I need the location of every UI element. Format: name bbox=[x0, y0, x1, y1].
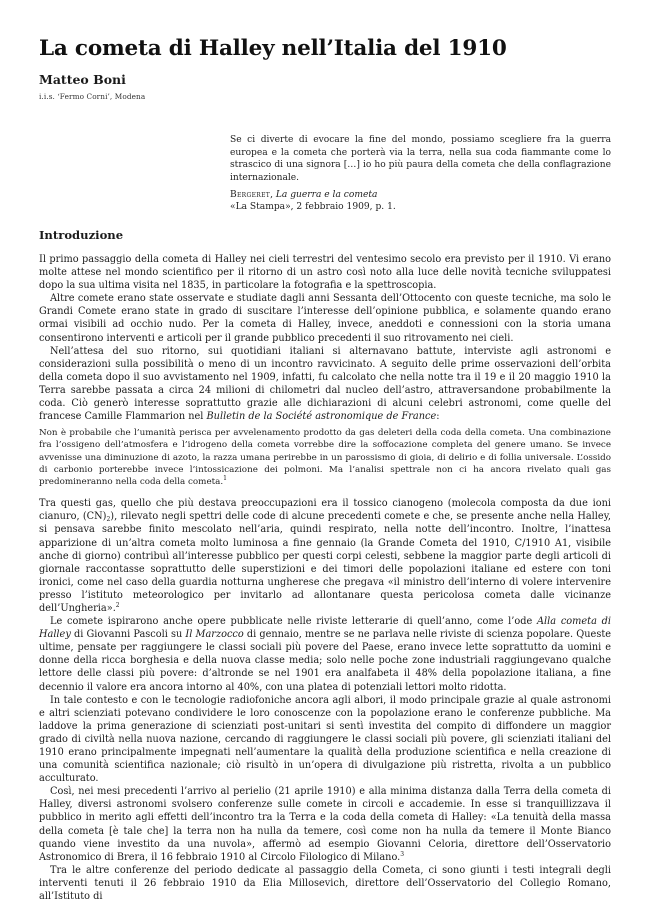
epigraph-work: La guerra e la cometa bbox=[275, 190, 378, 201]
epigraph-source: «La Stampa», 2 febbraio 1909, p. 1. bbox=[230, 202, 396, 213]
epigraph-quote: Se ci diverte di evocare la fine del mondo, possiamo scegliere fra la guerra europea e la cometa che porterà via la terra, nella sua coda fiammante come lo strascico di una signora […] io ho più paura della cometa che della conflagrazione internazionale. bbox=[230, 135, 611, 183]
paragraph-2: Altre comete erano state osservate e studiate dagli anni Sessanta dell’Ottocento con queste tecniche, ma solo le Grandi Comete erano state in grado di suscitare l’interesse dell’opinione pubblica, e solamente quando erano ormai visibili ad occhio nudo. Per la cometa di Halley, invece, aneddoti e connessioni con la storia umana consentirono interventi e articoli per il grande pubblico precedenti il suo ritrovamento nei cieli. bbox=[39, 293, 611, 344]
epigraph-attribution bbox=[230, 189, 611, 213]
article-body bbox=[39, 253, 611, 903]
paragraph-3-text: Nell’attesa del suo ritorno, sui quotidiani italiani si alternavano battute, interviste agli astronomi e considerazioni sulla possibilità o meno di un incontro ravvicinato. A seguito delle prime osservazioni dell’orbita della cometa dopo il suo avvistamento nel 1909, infatti, fu calcolato che nella notte tra il 19 e il 20 maggio 1910 la Terra sarebbe passata a circa 24 milioni di chilometri dal nucleo dell’astro, attraversandone probabilmente la coda. Ciò generò interesse soprattutto grazie alle dichiarazioni di alcuni celebri astronomi, come quelle del francese Camille Flammarion nel bbox=[39, 345, 611, 423]
footnote-ref-2[interactable]: 2 bbox=[115, 601, 120, 609]
journal-title: Bulletin de la Société astronomique de France bbox=[206, 411, 437, 423]
subscript: 2 bbox=[106, 516, 111, 524]
epigraph-separator: , bbox=[270, 190, 276, 201]
epigraph bbox=[230, 134, 611, 213]
paragraph-7 bbox=[39, 785, 611, 864]
paragraph-5 bbox=[39, 615, 611, 694]
block-quote bbox=[39, 427, 611, 488]
paragraph-1: Il primo passaggio della cometa di Halley nei cieli terrestri del ventesimo secolo era previsto per il 1910. Vi erano molte attese nel mondo scientifico per il ritorno di un astro così noto alla luce delle novità tecniche sviluppatesi dopo la sua ultima visita nel 1835, in particolare la fotografia e la spettroscopia. bbox=[39, 254, 611, 292]
block-quote-text: Non è probabile che l’umanità perisca per avvelenamento prodotto da gas deleteri della coda della cometa. Una combinazione fra l’ossigeno dell’atmosfera e l’idrogeno della cometa vorrebbe dire la soffocazione completa del genere umano. Se invece avvenisse una diminuzione di azoto, la razza umana perirebbe in un parossismo di gioia, di delirio e di follia universale. L’ossido di carbonio porterebbe invece l’intossicazione dei polmoni. Ma l’analisi spettrale non ci ha ancora rivelato quali gas predomineranno nella coda della cometa. bbox=[39, 428, 611, 488]
paragraph-3-end: : bbox=[436, 411, 440, 423]
paragraph-8: Tra le altre conferenze del periodo dedicate al passaggio della Cometa, ci sono giunti i testi integrali degli interventi tenuti il 26 febbraio 1910 da Elia Millosevich, direttore dell’Osservatorio del Collegio Romano, all’Istituto di bbox=[39, 864, 611, 903]
paragraph-7-text: Così, nei mesi precedenti l’arrivo al perielio (21 aprile 1910) e alla minima distanza dalla Terra della cometa di Halley, diversi astronomi svolsero conferenze sulle comete in circoli e accademie. In esse si tranquillizzava il pubblico in merito agli effetti dell’incontro tra la Terra e la coda della cometa di Halley: «La tenuità della massa della cometa [è tale che] la terra non ha nulla da temere, così come non ha nulla da temere il Monte Bianco quando viene investito da una nuvola», affermò ad esempio Giovanni Celoria, direttore dell’Osservatorio Astronomico di Brera, il 16 febbraio 1910 al Circolo Filologico di Milano. bbox=[39, 786, 611, 863]
paragraph-5-text-b: di Giovanni Pascoli su bbox=[70, 629, 186, 641]
author-name: Matteo Boni bbox=[39, 72, 126, 87]
paragraph-4 bbox=[39, 497, 611, 615]
paragraph-4-text-b: ), rilevato negli spettri delle code di alcune precedenti comete e che, se presente anche nella Halley, si pensava sarebbe finito mescolato nell’aria, quindi respirato, nella notte dell’incontro. Inoltre, l’inattesa apparizione di un’altra cometa molto luminosa a fine gennaio (la Grande Cometa del 1910, C/1910 A1, visibile anche di giorno) contribuì all’interesse pubblico per questi corpi celesti, sebbene la maggior parte degli articoli di giornale raccontasse soprattutto delle superstizioni e dei timori delle popolazioni italiane ed estere con toni ironici, come nel caso della guardia notturna ungherese che pregava «il ministro dell’interno di volere intervenire presso l’istituto meteorologico per invitarlo ad allontanare questa pericolosa cometa dalle vicinanze dell’Ungheria». bbox=[39, 511, 612, 614]
paragraph-3 bbox=[39, 345, 611, 424]
section-heading: Introduzione bbox=[39, 228, 124, 242]
paragraph-4-text-a: Tra questi gas, quello che più destava preoccupazioni era il tossico cianogeno (molecola composta da due ioni cianuro, (CN) bbox=[39, 498, 611, 523]
author-affiliation: i.i.s. ‘Fermo Corni’, Modena bbox=[39, 92, 146, 101]
paragraph-6: In tale contesto e con le tecnologie radiofoniche ancora agli albori, il modo principale grazie al quale astronomi e altri scienziati potevano condividere le loro conoscenze con la popolazione erano le conferenze pubbliche. Ma laddove la prima generazione di scienziati post-unitari si sentì investita del compito di diffondere un maggior grado di civiltà nella nuova nazione, cercando di raggiungere le classi sociali più povere, gli scienziati italiani del 1910 erano principalmente impegnati nell’aumentare la qualità della produzione scientifica e nella creazione di una comunità scientifica nazionale; ciò risultò in un’opera di divulgazione più ristretta, rivolta a un pubblico acculturato. bbox=[39, 694, 611, 785]
epigraph-author: Bergeret bbox=[230, 190, 271, 201]
paragraph-5-text-a: Le comete ispirarono anche opere pubblicate nelle riviste letterarie di quell’anno, come l’ode bbox=[50, 616, 537, 628]
paragraph-5-text-c: di gennaio, mentre se ne parlava nelle riviste di scienza popolare. Queste ultime, pensate per raggiungere le classi sociali più povere del Paese, erano invece lette soprattutto da uomini e donne della ricca borghesia e della nuova classe media; solo nelle poche zone industriali raggiungevano qualche lettore delle classi più povere: d’altronde se nel 1901 era analfabeta il 48% della popolazione italiana, a fine decennio il valore era ancora intorno al 40%, con una platea di potenziali lettori molto ridotta. bbox=[39, 629, 612, 693]
magazine-title: Il Marzocco bbox=[185, 629, 244, 641]
poem-title: Alla cometa di Halley bbox=[39, 616, 611, 641]
article-title: La cometa di Halley nell’Italia del 1910 bbox=[39, 36, 507, 61]
footnote-ref-3[interactable]: 3 bbox=[400, 850, 405, 858]
footnote-ref-1[interactable]: 1 bbox=[223, 475, 227, 483]
